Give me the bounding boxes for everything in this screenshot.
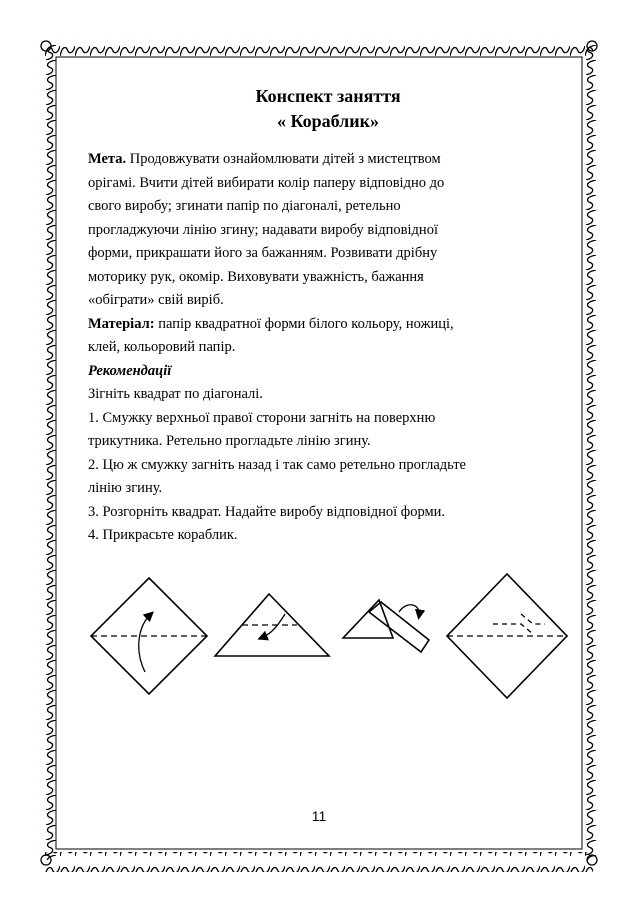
diamond-fold-arrow-icon xyxy=(91,578,207,694)
goal-line-7: «обіграти» свій виріб. xyxy=(88,292,224,308)
page-number: 11 xyxy=(311,808,327,824)
goal-line-2: орігамі. Вчити дітей вибирати колір паперу відповідно до xyxy=(88,174,445,191)
goal-line-4: прогладжуючи лінію згину; надавати виробу відповідної xyxy=(88,221,438,238)
recommendations-label: Рекомендації xyxy=(88,362,172,379)
goal-section xyxy=(88,148,568,313)
material-line-2: клей, кольоровий папір. xyxy=(88,339,236,355)
flap-fold-back-arrow-icon xyxy=(343,600,429,652)
title-block xyxy=(88,84,568,134)
goal-line-1 xyxy=(88,148,568,172)
material-section xyxy=(88,313,568,360)
recommendation-line-3: трикутника. Ретельно прогладьте лінію згину. xyxy=(88,433,371,449)
page-title-line-1: Конспект заняття xyxy=(255,86,401,106)
material-text-1: папір квадратної форми білого кольору, ножиці, xyxy=(154,315,454,332)
material-line-1 xyxy=(88,313,568,337)
origami-diagrams xyxy=(85,572,575,722)
triangle-fold-arrow-icon xyxy=(215,594,329,656)
recommendations-section xyxy=(88,360,568,548)
unfolded-diamond-icon xyxy=(447,574,567,698)
material-label: Матеріал: xyxy=(88,315,155,332)
recommendation-line-5: лінію згину. xyxy=(88,480,163,496)
page-title-line-2: « Кораблик» xyxy=(276,111,380,131)
goal-label: Мета. xyxy=(88,151,127,167)
goal-line-6: моторику рук, окомір. Виховувати уважність, бажання xyxy=(88,268,424,285)
goal-line-3: свого виробу; згинати папір по діагоналі, ретельно xyxy=(88,198,401,214)
goal-line-5: форми, прикрашати його за бажанням. Розвивати дрібну xyxy=(88,245,438,261)
document-body xyxy=(88,84,568,548)
recommendation-line-2: 1. Смужку верхньої правої сторони загніть на поверхню xyxy=(88,409,436,426)
recommendation-line-6: 3. Розгорніть квадрат. Надайте виробу відповідної форми. xyxy=(88,503,446,520)
goal-text-1: Продовжувати ознайомлювати дітей з мистецтвом xyxy=(126,151,441,167)
recommendation-line-4: 2. Цю ж смужку загніть назад і так само ретельно прогладьте xyxy=(88,456,466,473)
recommendation-line-7: 4. Прикрасьте кораблик. xyxy=(88,527,238,543)
recommendation-line-1: Зігніть квадрат по діагоналі. xyxy=(88,386,263,402)
